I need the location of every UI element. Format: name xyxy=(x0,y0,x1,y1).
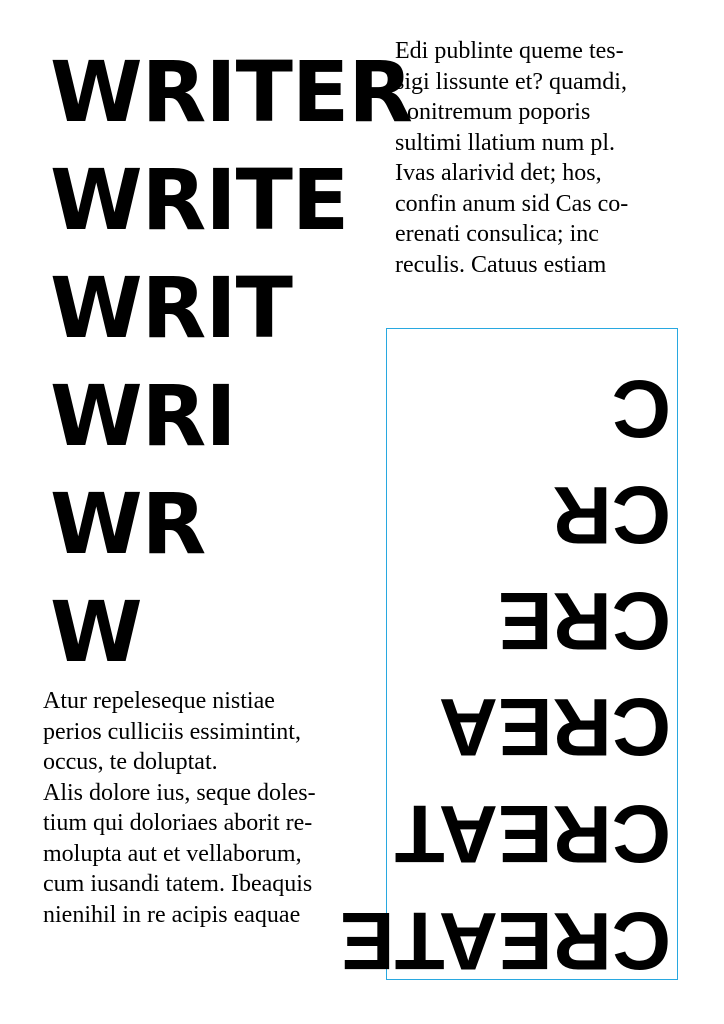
writer-word-stack xyxy=(50,38,412,686)
writer-line: WR xyxy=(50,475,206,573)
writer-line: WRITER xyxy=(50,43,412,141)
writer-line: WRIT xyxy=(50,259,292,357)
bottom-left-paragraph: Atur repeleseque nistiae perios culliciis essimintint, occus, te doluptat. Alis dolore ius, seque doles- tium qui doloriaes aborit re- molupta aut et vellaborum, cum iusandi tatem. Ibeaquis nienihil in re acipis eaquae xyxy=(43,688,316,928)
create-line: CREA xyxy=(438,681,671,772)
writer-line: WRITE xyxy=(50,151,349,249)
create-line: C xyxy=(611,363,671,454)
writer-line: WRI xyxy=(50,367,236,465)
create-line: CREAT xyxy=(394,788,671,879)
create-line: CR xyxy=(552,469,671,560)
writer-line: W xyxy=(50,583,142,681)
create-word-stack-rotated xyxy=(339,329,677,986)
create-line: CRE xyxy=(497,575,671,666)
create-line: CREATE xyxy=(339,895,671,986)
top-right-paragraph: Edi publinte queme tes- sigi lissunte et? quamdi, nonitremum poporis sultimi llatium num pl. Ivas alarivid det; hos, confin anum sid Cas co- erenati consulica; inc reculis. Catuus estiam xyxy=(395,38,629,278)
create-text-frame xyxy=(339,328,678,986)
